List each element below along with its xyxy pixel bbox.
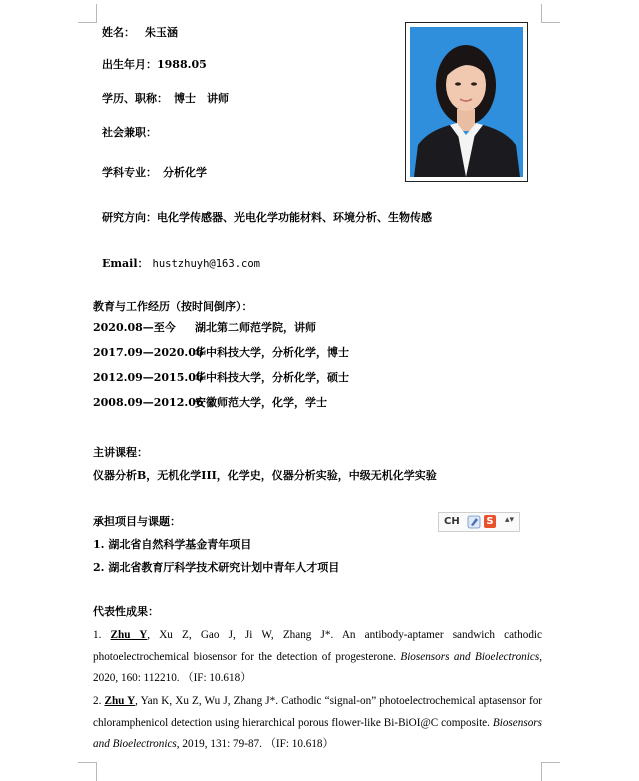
- name-value: 朱玉涵: [145, 26, 178, 39]
- page-corner-mark: [78, 4, 97, 23]
- name-line: [102, 26, 178, 40]
- profile-photo-frame: [405, 22, 528, 182]
- ime-language-toggle[interactable]: CH: [444, 516, 460, 527]
- page-corner-mark: [541, 762, 560, 781]
- sogou-icon[interactable]: S: [484, 515, 496, 528]
- reference-title: Cathodic “signal-on” photoelectrochemical aptasensor for chloramphenicol detection using hierarchical porous flower-like Bi-BiOI@C composite.: [93, 695, 543, 729]
- education-desc: 湖北第二师范学院，讲师: [195, 321, 316, 334]
- projects-heading: 承担项目与课题：: [93, 515, 181, 528]
- research-line: [102, 211, 432, 225]
- page-corner-mark: [541, 4, 560, 23]
- degree-line: [102, 92, 229, 106]
- profile-photo: [410, 27, 523, 177]
- project-item: 1. 湖北省自然科学基金青年项目: [93, 538, 252, 551]
- reference-main-author: Zhu Y: [104, 695, 136, 707]
- name-label: 姓名：: [102, 26, 135, 39]
- birth-value: 1988.05: [157, 58, 207, 71]
- reference-main-author: Zhu Y: [110, 629, 148, 641]
- major-line: [102, 166, 207, 180]
- more-icon[interactable]: ▴▾: [505, 515, 515, 525]
- education-desc: 安徽师范大学，化学，学士: [195, 396, 327, 409]
- education-desc: 华中科技大学，分析化学，硕士: [195, 371, 349, 384]
- project-item: 2. 湖北省教育厅科学技术研究计划中青年人才项目: [93, 561, 340, 574]
- courses-text: 仪器分析B，无机化学III，化学史，仪器分析实验，中级无机化学实验: [93, 469, 437, 482]
- degree-label: 学历、职称：: [102, 92, 168, 105]
- birth-line: [102, 58, 207, 72]
- major-label: 学科专业：: [102, 166, 157, 179]
- major-value: 分析化学: [163, 166, 207, 179]
- education-date: 2020.08—至今: [93, 321, 176, 334]
- research-label: 研究方向：: [102, 211, 157, 224]
- education-heading: 教育与工作经历（按时间倒序）：: [93, 300, 253, 313]
- education-item: [93, 346, 349, 360]
- education-item: [93, 321, 316, 335]
- email-line: [102, 257, 260, 271]
- reference-number: 1.: [93, 629, 102, 641]
- reference-tail: , 2019, 131: 79-87. （IF: 10.618）: [176, 738, 334, 750]
- reference-tail: , 2020, 160: 112210. （IF: 10.618）: [93, 650, 542, 684]
- education-item: [93, 396, 327, 410]
- research-value: 电化学传感器、光电化学功能材料、环境分析、生物传感: [157, 211, 432, 224]
- education-date: 2017.09—2020.06: [93, 346, 204, 359]
- birth-label: 出生年月：: [102, 58, 157, 71]
- reference-item: [93, 691, 542, 756]
- education-item: [93, 371, 349, 385]
- degree-value: 博士 讲师: [174, 92, 229, 105]
- reference-journal: Biosensors and Bioelectronics: [93, 716, 542, 750]
- social-label: 社会兼职：: [102, 126, 157, 139]
- page-corner-mark: [78, 762, 97, 781]
- achievements-heading: 代表性成果：: [93, 605, 159, 618]
- reference-authors: , Xu Z, Gao J, Ji W, Zhang J*.: [147, 629, 334, 641]
- education-desc: 华中科技大学，分析化学，博士: [195, 346, 349, 359]
- reference-title: An antibody-aptamer sandwich cathodic photoelectrochemical biosensor for the detection of progesterone.: [93, 629, 543, 663]
- reference-item: [93, 625, 542, 690]
- reference-authors: , Yan K, Xu Z, Wu J, Zhang J*.: [135, 695, 279, 707]
- social-line: [102, 126, 157, 140]
- reference-journal: Biosensors and Bioelectronics: [400, 650, 540, 663]
- education-date: 2012.09—2015.06: [93, 371, 204, 384]
- ime-toolbar[interactable]: [438, 512, 520, 532]
- reference-number: 2.: [93, 695, 102, 707]
- email-value: hustzhuyh@163.com: [152, 258, 260, 270]
- pen-icon[interactable]: [467, 515, 481, 532]
- education-date: 2008.09—2012.06: [93, 396, 204, 409]
- email-label: Email：: [102, 257, 149, 270]
- portrait-illustration: [410, 27, 523, 177]
- courses-heading: 主讲课程：: [93, 446, 148, 459]
